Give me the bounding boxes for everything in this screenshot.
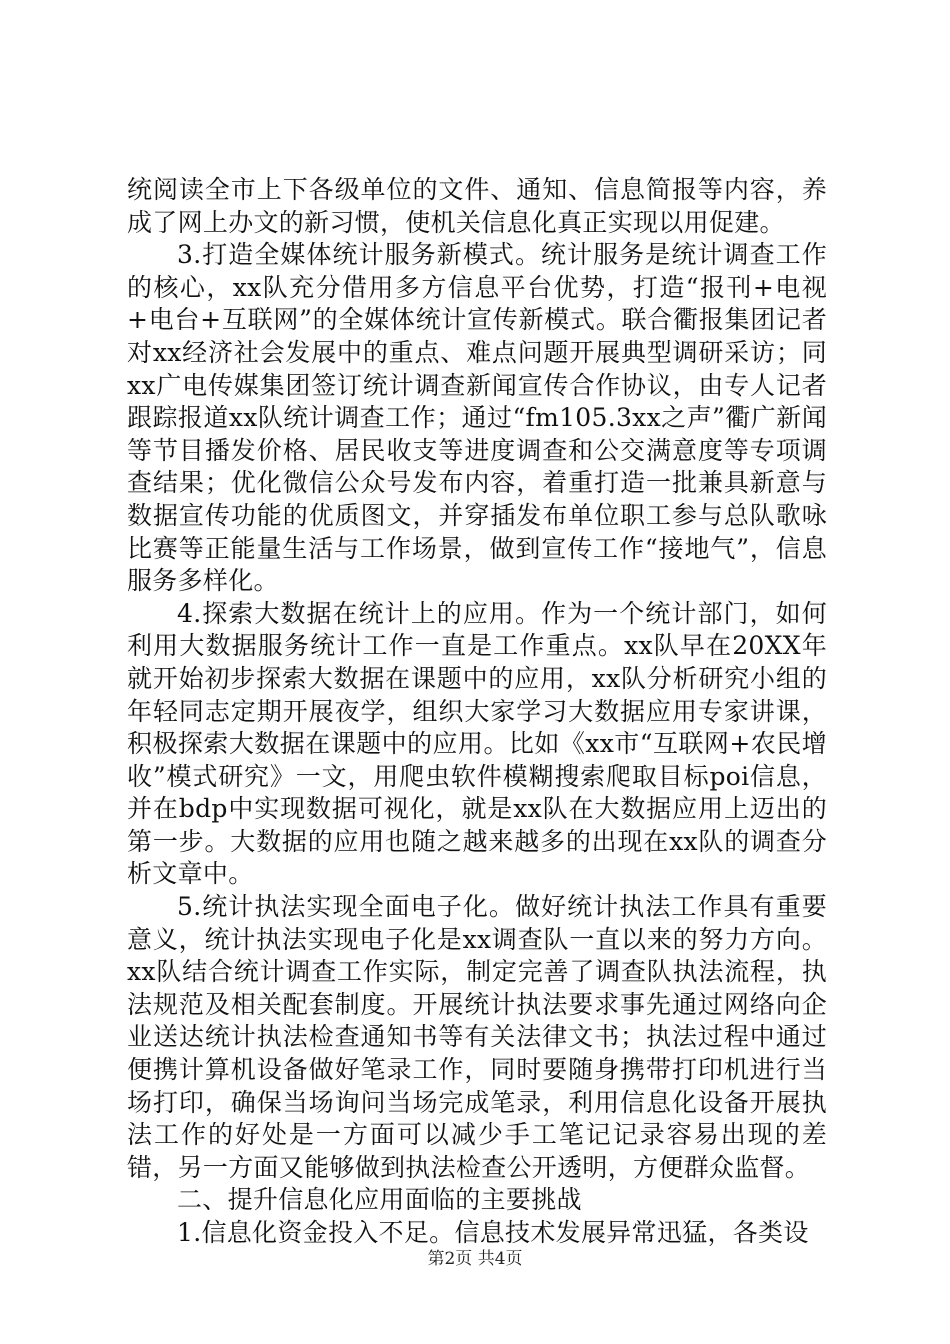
section-heading: 二、提升信息化应用面临的主要挑战 [177, 1185, 582, 1215]
paragraph-item-4: 4.探索大数据在统计上的应用。作为一个统计部门，如何利用大数据服务统计工作一直是工作重点。xx队早在20XX年就开始初步探索大数据在课题中的应用，xx队分析研究小组的年轻同志定期开展夜学，组织大家学习大数据应用专家讲课，积极探索大数据在课题中的应用。比如《xx市“互联网+农民增收”模式研究》一文，用爬虫软件模糊搜索爬取目标poi信息，并在bdp中实现数据可视化，就是xx队在大数据应用上迈出的第一步。大数据的应用也随之越来越多的出现在xx队的调查分析文章中。 [127, 598, 827, 889]
page-footer: 第2页 共4页 [427, 1249, 523, 1269]
paragraph-item-3: 3.打造全媒体统计服务新模式。统计服务是统计调查工作的核心，xx队充分借用多方信息平台优势，打造“报刊+电视+电台+互联网”的全媒体统计宣传新模式。联合衢报集团记者对xx经济社会发展中的重点、难点问题开展典型调研采访；同xx广电传媒集团签订统计调查新闻宣传合作协议，由专人记者跟踪报道xx队统计调查工作；通过“fm105.3xx之声”衢广新闻等节目播发价格、居民收支等进度调查和公交满意度等专项调查结果；优化微信公众号发布内容，着重打造一批兼具新意与数据宣传功能的优质图文，并穿插发布单位职工参与总队歌咏比赛等正能量生活与工作场景，做到宣传工作“接地气”，信息服务多样化。 [127, 240, 827, 596]
paragraph-continuation: 统阅读全市上下各级单位的文件、通知、信息简报等内容，养成了网上办文的新习惯，使机关信息化真正实现以用促建。 [127, 175, 827, 237]
paragraph-item-5: 5.统计执法实现全面电子化。做好统计执法工作具有重要意义，统计执法实现电子化是xx调查队一直以来的努力方向。xx队结合统计调查工作实际，制定完善了调查队执法流程，执法规范及相关配套制度。开展统计执法要求事先通过网络向企业送达统计执法检查通知书等有关法律文书；执法过程中通过便携计算机设备做好笔录工作，同时要随身携带打印机进行当场打印，确保当场询问当场完成笔录，利用信息化设备开展执法工作的好处是一方面可以减少手工笔记记录容易出现的差错，另一方面又能够做到执法检查公开透明，方便群众监督。 [127, 892, 827, 1182]
paragraph-challenge-1: 1.信息化资金投入不足。信息技术发展异常迅猛，各类设 [177, 1218, 809, 1247]
body-text [127, 174, 827, 1250]
